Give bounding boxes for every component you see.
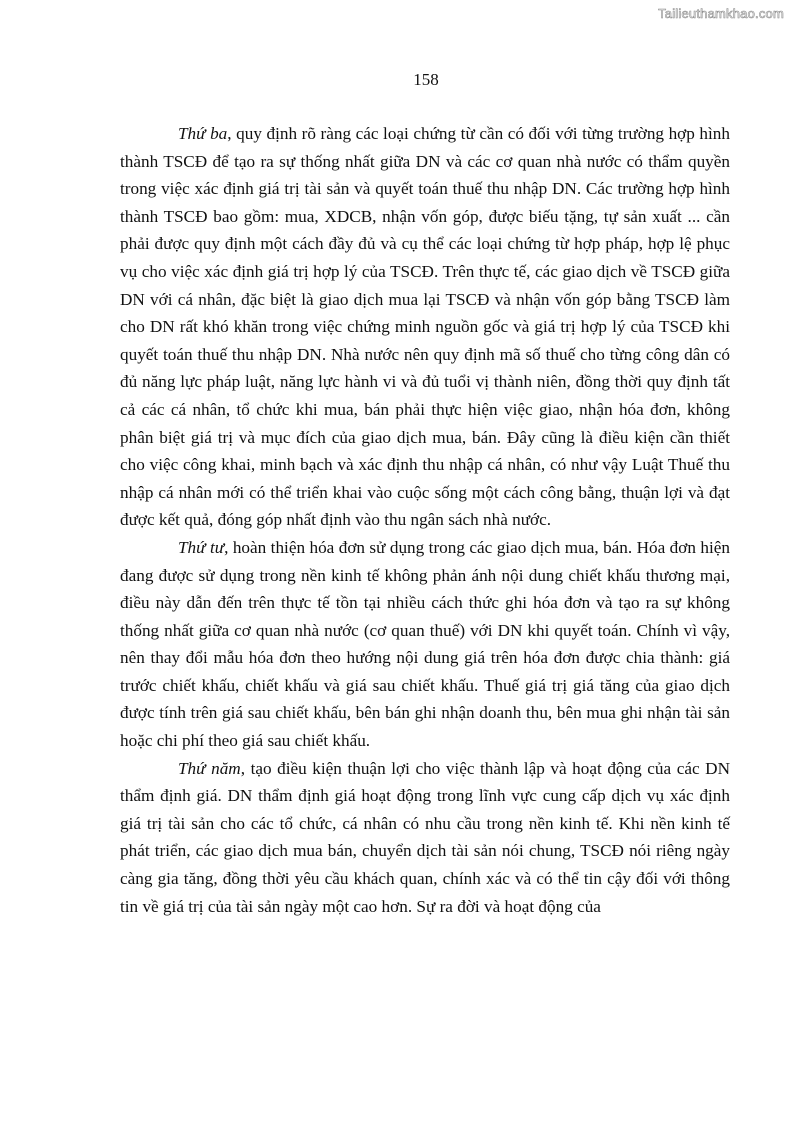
- page-number: 158: [413, 70, 439, 89]
- paragraph-lead: Thứ tư: [178, 537, 225, 557]
- paragraph-text: , tạo điều kiện thuận lợi cho việc thành lập và hoạt động của các DN thẩm định giá. DN thẩm định giá hoạt động trong lĩnh vực cung cấp dịch vụ xác định giá trị tài sản cho các tổ chức, cá nhân có nhu cầu trong nền kinh tế. Khi nền kinh tế phát triển, các giao dịch mua bán, chuyển dịch tài sản nói chung, TSCĐ nói riêng ngày càng gia tăng, đồng thời yêu cầu khách quan, chính xác và có thể tin cậy đối với thông tin về giá trị của tài sản ngày một cao hơn. Sự ra đời và hoạt động của: [120, 758, 730, 916]
- paragraph-text: , hoàn thiện hóa đơn sử dụng trong các giao dịch mua, bán. Hóa đơn hiện đang được sử dụng trong nền kinh tế không phản ánh nội dung chiết khấu thương mại, điều này dẫn đến trên thực tế tồn tại nhiều cách thức ghi hóa đơn và tạo ra sự không thống nhất giữa cơ quan nhà nước (cơ quan thuế) với DN khi quyết toán. Chính vì vậy, nên thay đổi mẫu hóa đơn theo hướng nội dung giá trên hóa đơn được chia thành: giá trước chiết khấu, chiết khấu và giá sau chiết khấu. Thuế giá trị giá tăng của giao dịch được tính trên giá sau chiết khấu, bên bán ghi nhận doanh thu, bên mua ghi nhận tài sản hoặc chi phí theo giá sau chiết khấu.: [120, 537, 730, 751]
- paragraph-lead: Thứ ba: [178, 124, 228, 143]
- paragraph-thu-nam: [120, 755, 730, 921]
- document-body: [120, 120, 730, 920]
- paragraph-thu-ba: [120, 120, 730, 534]
- paragraph-thu-tu: [120, 534, 730, 755]
- paragraph-lead: Thứ năm: [178, 758, 241, 778]
- watermark: Tailieuthamkhao.com: [658, 6, 784, 21]
- paragraph-text: , quy định rõ ràng các loại chứng từ cần có đối với từng trường hợp hình thành TSCĐ để tạo ra sự thống nhất giữa DN và các cơ quan nhà nước có thẩm quyền trong việc xác định giá trị tài sản và quyết toán thuế thu nhập DN. Các trường hợp hình thành TSCĐ bao gồm: mua, XDCB, nhận vốn góp, được biếu tặng, tự sản xuất ... cần phải được quy định một cách đầy đủ và cụ thể các loại chứng từ hợp pháp, hợp lệ phục vụ cho việc xác định giá trị hợp lý của TSCĐ. Trên thực tế, các giao dịch về TSCĐ giữa DN với cá nhân, đặc biệt là giao dịch mua lại TSCĐ và nhận vốn góp bằng TSCĐ làm cho DN rất khó khăn trong việc chứng minh nguồn gốc và giá trị hợp lý của TSCĐ khi quyết toán thuế thu nhập DN. Nhà nước nên quy định mã số thuế cho từng công dân có đủ năng lực pháp luật, năng lực hành vi và đủ tuổi vị thành niên, đồng thời quy định tất cả các cá nhân, tổ chức khi mua, bán phải thực hiện việc giao, nhận hóa đơn, không phân biệt giá trị và mục đích của giao dịch mua, bán. Đây cũng là điều kiện cần thiết cho việc công khai, minh bạch và xác định thu nhập cá nhân, có như vậy Luật Thuế thu nhập cá nhân mới có thể triển khai vào cuộc sống một cách công bằng, thuận lợi và đạt được kết quả, đóng góp nhất định vào thu ngân sách nhà nước.: [120, 124, 730, 530]
